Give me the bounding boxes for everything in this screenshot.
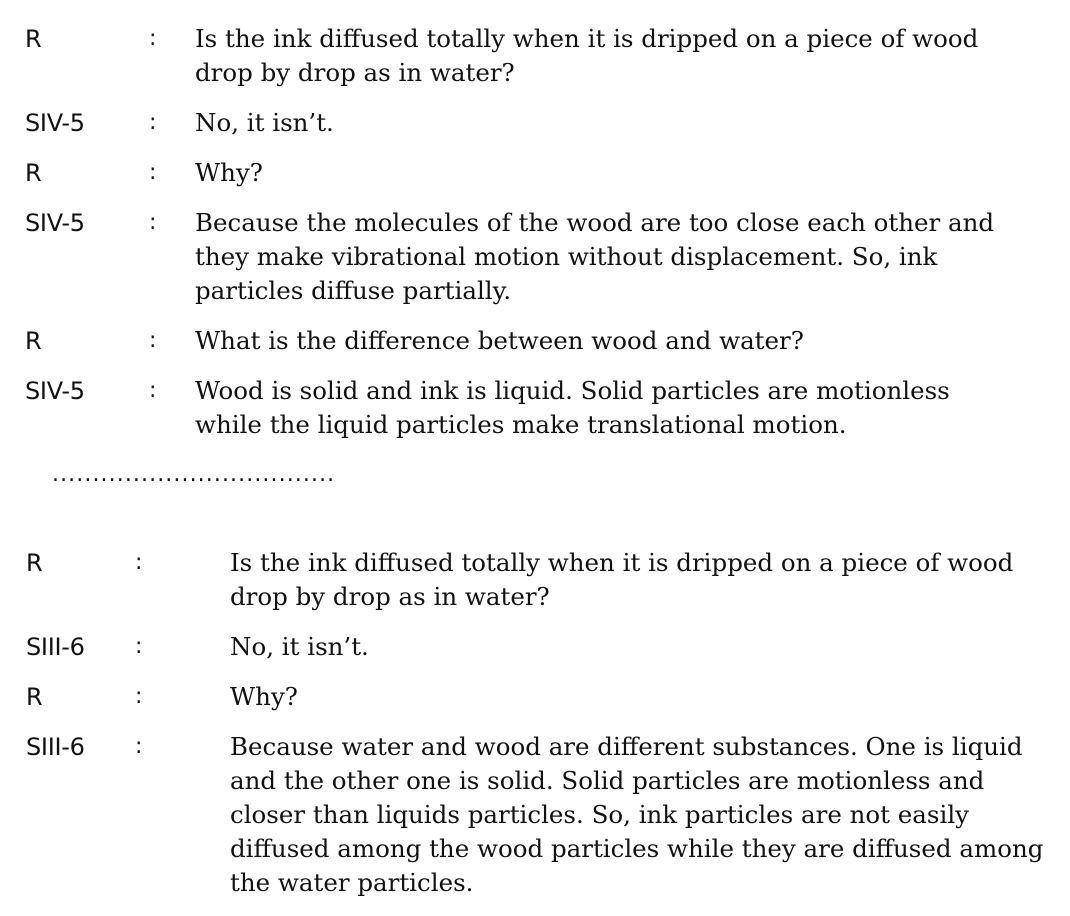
utterance-text: No, it isn’t. xyxy=(195,108,334,137)
dialogue-turn xyxy=(0,374,1070,442)
utterance-text: What is the difference between wood and water? xyxy=(195,326,804,355)
utterance-text: Wood is solid and ink is liquid. Solid particles are motionless while the liquid particles make translational motion. xyxy=(195,376,950,439)
speaker-label: SIV-5 xyxy=(25,377,85,405)
utterance-text: Why? xyxy=(230,682,298,711)
speaker-label: SIV-5 xyxy=(25,209,85,237)
utterance-text: No, it isn’t. xyxy=(230,632,369,661)
dialogue-turn xyxy=(0,206,1070,308)
speaker-separator: : xyxy=(149,328,157,353)
interview-excerpt-1 xyxy=(0,22,1070,458)
dialogue-turn xyxy=(0,730,1070,900)
utterance-text: Is the ink diffused totally when it is dripped on a piece of wood drop by drop as in water? xyxy=(230,548,1014,611)
utterance-text: Because water and wood are different substances. One is liquid and the other one is solid. Solid particles are motionless and closer than liquids particles. So, ink particles are not easily diffused among the wood particles while they are diffused among the water particles. xyxy=(230,732,1044,897)
speaker-separator: : xyxy=(135,634,143,659)
dialogue-turn xyxy=(0,22,1070,90)
speaker-label: R xyxy=(25,25,42,53)
speaker-separator: : xyxy=(149,210,157,235)
speaker-separator: : xyxy=(149,110,157,135)
dialogue-turn xyxy=(0,156,1070,190)
dialogue-turn xyxy=(0,546,1070,614)
utterance-text: Is the ink diffused totally when it is dripped on a piece of wood drop by drop as in water? xyxy=(195,24,979,87)
dialogue-turn xyxy=(0,324,1070,358)
speaker-label: SIII-6 xyxy=(26,733,85,761)
speaker-separator: : xyxy=(135,734,143,759)
dialogue-turn xyxy=(0,106,1070,140)
speaker-separator: : xyxy=(149,378,157,403)
speaker-label: SIV-5 xyxy=(25,109,85,137)
speaker-separator: : xyxy=(149,160,157,185)
dialogue-turn xyxy=(0,680,1070,714)
speaker-label: R xyxy=(25,327,42,355)
speaker-label: R xyxy=(26,683,43,711)
speaker-label: R xyxy=(26,549,43,577)
speaker-label: SIII-6 xyxy=(26,633,85,661)
speaker-separator: : xyxy=(135,684,143,709)
speaker-label: R xyxy=(25,159,42,187)
utterance-text: Why? xyxy=(195,158,263,187)
utterance-text: Because the molecules of the wood are too close each other and they make vibrational motion without displacement. So, ink particles diffuse partially. xyxy=(195,208,995,305)
speaker-separator: : xyxy=(135,550,143,575)
speaker-separator: : xyxy=(149,26,157,51)
interview-excerpt-2 xyxy=(0,546,1070,916)
ellipsis-divider: ................................... xyxy=(52,462,336,487)
dialogue-turn xyxy=(0,630,1070,664)
